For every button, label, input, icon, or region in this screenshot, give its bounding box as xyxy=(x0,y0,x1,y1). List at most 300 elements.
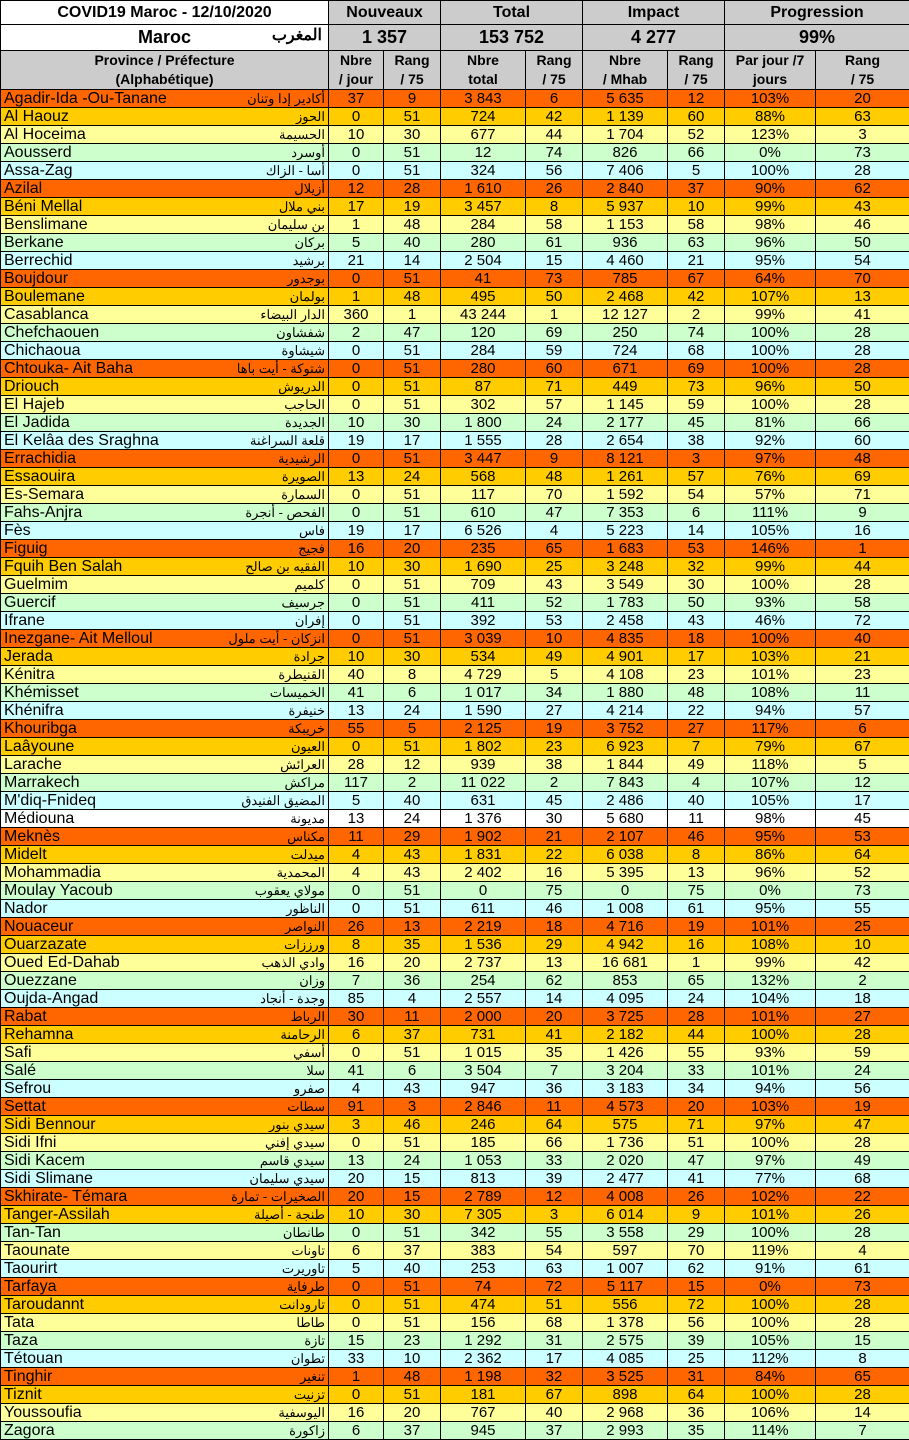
impact-rank-cell: 70 xyxy=(668,1242,725,1260)
progression-cell: 46% xyxy=(725,612,816,630)
new-rank-cell: 5 xyxy=(384,720,441,738)
progression-rank-cell: 25 xyxy=(816,918,909,936)
progression-rank-cell: 46 xyxy=(816,216,909,234)
province-name-ar: بولمان xyxy=(290,288,325,305)
new-rank-cell: 37 xyxy=(384,1026,441,1044)
progression-rank-cell: 59 xyxy=(816,1044,909,1062)
per-million-cell: 3 549 xyxy=(583,576,668,594)
progression-cell: 101% xyxy=(725,666,816,684)
progression-cell: 100% xyxy=(725,630,816,648)
new-rank-cell: 37 xyxy=(384,1242,441,1260)
new-per-day-cell: 8 xyxy=(329,936,384,954)
table-row xyxy=(1,180,909,198)
total-rank-cell: 58 xyxy=(526,216,583,234)
total-cell: 41 xyxy=(441,270,526,288)
per-million-cell: 1 261 xyxy=(583,468,668,486)
progression-cell: 95% xyxy=(725,828,816,846)
per-million-cell: 597 xyxy=(583,1242,668,1260)
impact-rank-cell: 60 xyxy=(668,108,725,126)
per-million-cell: 2 458 xyxy=(583,612,668,630)
progression-cell: 77% xyxy=(725,1170,816,1188)
total-rank-cell: 38 xyxy=(526,756,583,774)
new-per-day-cell: 10 xyxy=(329,1206,384,1224)
new-rank-cell: 17 xyxy=(384,432,441,450)
table-row xyxy=(1,540,909,558)
total-cell: 2 362 xyxy=(441,1350,526,1368)
progression-cell: 98% xyxy=(725,216,816,234)
province-name: Taroudannt xyxy=(4,1296,84,1313)
province-cell xyxy=(1,1044,329,1062)
total-rank-cell: 57 xyxy=(526,396,583,414)
province-name: Salé xyxy=(4,1062,36,1079)
new-per-day-cell: 0 xyxy=(329,342,384,360)
total-cell: 1 053 xyxy=(441,1152,526,1170)
new-rank-cell: 20 xyxy=(384,540,441,558)
table-row xyxy=(1,702,909,720)
country-name-ar: المغرب xyxy=(272,25,322,45)
impact-rank-cell: 74 xyxy=(668,324,725,342)
per-million-cell: 1 783 xyxy=(583,594,668,612)
total-rank-cell: 28 xyxy=(526,432,583,450)
new-per-day-cell: 10 xyxy=(329,126,384,144)
total-rank-cell: 48 xyxy=(526,468,583,486)
province-cell xyxy=(1,414,329,432)
total-rank-cell: 16 xyxy=(526,864,583,882)
per-million-cell: 5 635 xyxy=(583,90,668,108)
impact-rank-cell: 63 xyxy=(668,234,725,252)
total-rank-cell: 72 xyxy=(526,1278,583,1296)
total-cell: 7 305 xyxy=(441,1206,526,1224)
impact-rank-cell: 15 xyxy=(668,1278,725,1296)
new-rank-cell: 51 xyxy=(384,108,441,126)
col-total-rank: Rang / 75 xyxy=(526,51,583,90)
table-row xyxy=(1,1224,909,1242)
province-cell xyxy=(1,162,329,180)
total-rank-cell: 3 xyxy=(526,1206,583,1224)
province-name-ar: المحمدية xyxy=(277,864,325,881)
total-rank-cell: 52 xyxy=(526,594,583,612)
total-rank-cell: 63 xyxy=(526,1260,583,1278)
impact-rank-cell: 73 xyxy=(668,378,725,396)
progression-cell: 100% xyxy=(725,360,816,378)
progression-rank-cell: 1 xyxy=(816,540,909,558)
new-rank-cell: 43 xyxy=(384,864,441,882)
table-row xyxy=(1,1188,909,1206)
total-rank-cell: 15 xyxy=(526,252,583,270)
province-name-ar: تاوريرت xyxy=(282,1260,325,1277)
per-million-cell: 1 844 xyxy=(583,756,668,774)
new-rank-cell: 30 xyxy=(384,126,441,144)
new-per-day-cell: 11 xyxy=(329,828,384,846)
new-per-day-cell: 55 xyxy=(329,720,384,738)
progression-rank-cell: 28 xyxy=(816,1296,909,1314)
progression-cell: 103% xyxy=(725,648,816,666)
progression-rank-cell: 14 xyxy=(816,1404,909,1422)
total-rank-cell: 4 xyxy=(526,522,583,540)
table-row xyxy=(1,972,909,990)
table-row xyxy=(1,414,909,432)
total-rank-cell: 7 xyxy=(526,1062,583,1080)
province-name: Tarfaya xyxy=(4,1278,56,1295)
table-row xyxy=(1,1260,909,1278)
progression-cell: 90% xyxy=(725,180,816,198)
total-cell: 324 xyxy=(441,162,526,180)
total-cell: 474 xyxy=(441,1296,526,1314)
province-cell xyxy=(1,702,329,720)
total-cell: 2 846 xyxy=(441,1098,526,1116)
impact-rank-cell: 26 xyxy=(668,1188,725,1206)
progression-cell: 95% xyxy=(725,900,816,918)
province-name-ar: وادي الذهب xyxy=(262,954,325,971)
province-name-ar: تطوان xyxy=(291,1350,325,1367)
total-cell: 117 xyxy=(441,486,526,504)
table-row xyxy=(1,1008,909,1026)
total-cell: 611 xyxy=(441,900,526,918)
province-cell xyxy=(1,918,329,936)
progression-rank-cell: 66 xyxy=(816,414,909,432)
table-row xyxy=(1,198,909,216)
progression-cell: 94% xyxy=(725,702,816,720)
province-name: Taza xyxy=(4,1332,38,1349)
new-rank-cell: 51 xyxy=(384,882,441,900)
progression-cell: 97% xyxy=(725,450,816,468)
per-million-cell: 4 573 xyxy=(583,1098,668,1116)
new-per-day-cell: 4 xyxy=(329,846,384,864)
new-rank-cell: 40 xyxy=(384,234,441,252)
province-name: Tinghir xyxy=(4,1368,52,1385)
impact-rank-cell: 39 xyxy=(668,1332,725,1350)
province-cell xyxy=(1,648,329,666)
province-cell xyxy=(1,1404,329,1422)
per-million-cell: 3 752 xyxy=(583,720,668,738)
province-name: Béni Mellal xyxy=(4,198,82,215)
impact-rank-cell: 12 xyxy=(668,90,725,108)
progression-rank-cell: 56 xyxy=(816,1080,909,1098)
table-row xyxy=(1,792,909,810)
progression-cell: 93% xyxy=(725,1044,816,1062)
per-million-cell: 2 654 xyxy=(583,432,668,450)
province-cell xyxy=(1,432,329,450)
table-row xyxy=(1,90,909,108)
progression-rank-cell: 52 xyxy=(816,864,909,882)
province-cell xyxy=(1,1224,329,1242)
impact-rank-cell: 34 xyxy=(668,1080,725,1098)
province-name: Errachidia xyxy=(4,450,76,467)
col-impact-rank: Rang / 75 xyxy=(668,51,725,90)
province-cell xyxy=(1,1080,329,1098)
progression-cell: 64% xyxy=(725,270,816,288)
progression-rank-cell: 8 xyxy=(816,1350,909,1368)
table-row xyxy=(1,234,909,252)
progression-cell: 101% xyxy=(725,918,816,936)
col-per-million: Nbre / Mhab xyxy=(583,51,668,90)
progression-cell: 0% xyxy=(725,1278,816,1296)
total-rank-cell: 10 xyxy=(526,630,583,648)
total-rank-cell: 36 xyxy=(526,1080,583,1098)
progression-cell: 100% xyxy=(725,1134,816,1152)
province-name: Laâyoune xyxy=(4,738,74,755)
col-progression: Par jour /7 jours xyxy=(725,51,816,90)
total-cell: 4 729 xyxy=(441,666,526,684)
province-cell xyxy=(1,234,329,252)
progression-rank-cell: 28 xyxy=(816,576,909,594)
new-rank-cell: 48 xyxy=(384,216,441,234)
total-cell: 1 902 xyxy=(441,828,526,846)
total-cell: 568 xyxy=(441,468,526,486)
per-million-cell: 6 014 xyxy=(583,1206,668,1224)
new-per-day-cell: 6 xyxy=(329,1242,384,1260)
total-cell: 2 737 xyxy=(441,954,526,972)
province-name-ar: طانطان xyxy=(283,1224,325,1241)
total-rank-cell: 21 xyxy=(526,828,583,846)
progression-cell: 112% xyxy=(725,1350,816,1368)
table-row xyxy=(1,558,909,576)
table-row xyxy=(1,144,909,162)
progression-cell: 111% xyxy=(725,504,816,522)
country-new-cases: 1 357 xyxy=(329,25,441,51)
progression-cell: 84% xyxy=(725,1368,816,1386)
total-rank-cell: 64 xyxy=(526,1116,583,1134)
progression-rank-cell: 42 xyxy=(816,954,909,972)
total-cell: 3 457 xyxy=(441,198,526,216)
province-cell xyxy=(1,396,329,414)
total-rank-cell: 33 xyxy=(526,1152,583,1170)
total-cell: 2 504 xyxy=(441,252,526,270)
table-row xyxy=(1,630,909,648)
province-cell xyxy=(1,522,329,540)
per-million-cell: 7 843 xyxy=(583,774,668,792)
impact-rank-cell: 72 xyxy=(668,1296,725,1314)
total-rank-cell: 29 xyxy=(526,936,583,954)
progression-cell: 0% xyxy=(725,144,816,162)
province-name: Essaouira xyxy=(4,468,75,485)
total-cell: 120 xyxy=(441,324,526,342)
total-cell: 1 800 xyxy=(441,414,526,432)
total-cell: 342 xyxy=(441,1224,526,1242)
impact-rank-cell: 35 xyxy=(668,1422,725,1440)
province-name-ar: طنجة - أصيلة xyxy=(254,1206,325,1223)
province-name: Sidi Kacem xyxy=(4,1152,85,1169)
new-rank-cell: 23 xyxy=(384,1332,441,1350)
total-rank-cell: 55 xyxy=(526,1224,583,1242)
table-row xyxy=(1,522,909,540)
new-rank-cell: 51 xyxy=(384,504,441,522)
per-million-cell: 2 182 xyxy=(583,1026,668,1044)
impact-rank-cell: 16 xyxy=(668,936,725,954)
province-cell xyxy=(1,1368,329,1386)
new-per-day-cell: 10 xyxy=(329,414,384,432)
province-name-ar: فجيج xyxy=(298,540,325,557)
total-rank-cell: 25 xyxy=(526,558,583,576)
table-row xyxy=(1,684,909,702)
new-per-day-cell: 0 xyxy=(329,1296,384,1314)
progression-cell: 86% xyxy=(725,846,816,864)
total-rank-cell: 42 xyxy=(526,108,583,126)
total-cell: 0 xyxy=(441,882,526,900)
table-row xyxy=(1,1422,909,1440)
total-cell: 6 526 xyxy=(441,522,526,540)
new-rank-cell: 15 xyxy=(384,1188,441,1206)
new-per-day-cell: 26 xyxy=(329,918,384,936)
new-per-day-cell: 0 xyxy=(329,594,384,612)
impact-rank-cell: 30 xyxy=(668,576,725,594)
per-million-cell: 0 xyxy=(583,882,668,900)
progression-rank-cell: 73 xyxy=(816,1278,909,1296)
province-name-ar: النواصر xyxy=(285,918,325,935)
per-million-cell: 2 177 xyxy=(583,414,668,432)
impact-rank-cell: 5 xyxy=(668,162,725,180)
per-million-cell: 4 095 xyxy=(583,990,668,1008)
per-million-cell: 7 353 xyxy=(583,504,668,522)
progression-cell: 92% xyxy=(725,432,816,450)
per-million-cell: 4 716 xyxy=(583,918,668,936)
province-name-ar: ميدلت xyxy=(291,846,325,863)
progression-cell: 100% xyxy=(725,1026,816,1044)
per-million-cell: 1 007 xyxy=(583,1260,668,1278)
province-cell xyxy=(1,1260,329,1278)
province-name: Jerada xyxy=(4,648,53,665)
total-cell: 1 015 xyxy=(441,1044,526,1062)
total-rank-cell: 47 xyxy=(526,504,583,522)
progression-rank-cell: 48 xyxy=(816,450,909,468)
progression-cell: 118% xyxy=(725,756,816,774)
per-million-cell: 556 xyxy=(583,1296,668,1314)
new-per-day-cell: 6 xyxy=(329,1422,384,1440)
province-name: Boulemane xyxy=(4,288,85,305)
province-name: Fès xyxy=(4,522,31,539)
province-cell xyxy=(1,558,329,576)
progression-cell: 107% xyxy=(725,288,816,306)
province-name-ar: تازة xyxy=(304,1332,325,1349)
per-million-cell: 2 486 xyxy=(583,792,668,810)
impact-rank-cell: 8 xyxy=(668,846,725,864)
province-cell xyxy=(1,1386,329,1404)
table-row xyxy=(1,846,909,864)
per-million-cell: 4 108 xyxy=(583,666,668,684)
total-rank-cell: 6 xyxy=(526,90,583,108)
table-row xyxy=(1,756,909,774)
province-name-ar: جرسيف xyxy=(282,594,325,611)
progression-rank-cell: 28 xyxy=(816,324,909,342)
province-name: Chichaoua xyxy=(4,342,81,359)
table-row xyxy=(1,666,909,684)
progression-rank-cell: 69 xyxy=(816,468,909,486)
impact-rank-cell: 3 xyxy=(668,450,725,468)
table-row xyxy=(1,324,909,342)
per-million-cell: 5 223 xyxy=(583,522,668,540)
new-per-day-cell: 4 xyxy=(329,1080,384,1098)
progression-cell: 146% xyxy=(725,540,816,558)
total-rank-cell: 1 xyxy=(526,306,583,324)
progression-rank-cell: 2 xyxy=(816,972,909,990)
new-rank-cell: 48 xyxy=(384,1368,441,1386)
impact-rank-cell: 47 xyxy=(668,1152,725,1170)
total-cell: 185 xyxy=(441,1134,526,1152)
new-rank-cell: 2 xyxy=(384,774,441,792)
table-row xyxy=(1,936,909,954)
province-name-ar: الرحامنة xyxy=(280,1026,325,1043)
table-row xyxy=(1,342,909,360)
new-per-day-cell: 85 xyxy=(329,990,384,1008)
province-name: Guelmim xyxy=(4,576,68,593)
province-name-ar: الحسيمة xyxy=(279,126,325,143)
table-row xyxy=(1,252,909,270)
impact-rank-cell: 1 xyxy=(668,954,725,972)
province-name: Figuig xyxy=(4,540,48,557)
progression-rank-cell: 73 xyxy=(816,882,909,900)
new-per-day-cell: 13 xyxy=(329,810,384,828)
total-rank-cell: 50 xyxy=(526,288,583,306)
impact-rank-cell: 22 xyxy=(668,702,725,720)
new-per-day-cell: 33 xyxy=(329,1350,384,1368)
progression-cell: 104% xyxy=(725,990,816,1008)
progression-cell: 100% xyxy=(725,1296,816,1314)
per-million-cell: 16 681 xyxy=(583,954,668,972)
new-per-day-cell: 20 xyxy=(329,1170,384,1188)
total-rank-cell: 11 xyxy=(526,1098,583,1116)
total-rank-cell: 17 xyxy=(526,1350,583,1368)
per-million-cell: 5 117 xyxy=(583,1278,668,1296)
table-row xyxy=(1,810,909,828)
table-row xyxy=(1,1152,909,1170)
per-million-cell: 936 xyxy=(583,234,668,252)
per-million-cell: 4 901 xyxy=(583,648,668,666)
table-row xyxy=(1,1332,909,1350)
total-rank-cell: 39 xyxy=(526,1170,583,1188)
total-cell: 246 xyxy=(441,1116,526,1134)
province-cell xyxy=(1,1026,329,1044)
province-name: Nouaceur xyxy=(4,918,73,935)
total-cell: 813 xyxy=(441,1170,526,1188)
progression-cell: 96% xyxy=(725,234,816,252)
province-cell xyxy=(1,1242,329,1260)
province-cell xyxy=(1,198,329,216)
country-name: Maroc xyxy=(138,27,191,47)
progression-rank-cell: 70 xyxy=(816,270,909,288)
table-row xyxy=(1,864,909,882)
new-rank-cell: 13 xyxy=(384,918,441,936)
header-row xyxy=(1,1,909,25)
province-name-ar: شفشاون xyxy=(276,324,325,341)
province-name-ar: السمارة xyxy=(281,486,325,503)
total-cell: 1 017 xyxy=(441,684,526,702)
province-name: Sefrou xyxy=(4,1080,51,1097)
per-million-cell: 898 xyxy=(583,1386,668,1404)
total-cell: 631 xyxy=(441,792,526,810)
impact-rank-cell: 66 xyxy=(668,144,725,162)
total-cell: 74 xyxy=(441,1278,526,1296)
new-per-day-cell: 5 xyxy=(329,792,384,810)
province-name-ar: تزنيت xyxy=(294,1386,325,1403)
impact-rank-cell: 11 xyxy=(668,810,725,828)
new-rank-cell: 46 xyxy=(384,1116,441,1134)
progression-cell: 117% xyxy=(725,720,816,738)
province-name-ar: قلعة السراغنة xyxy=(250,432,325,449)
province-cell xyxy=(1,972,329,990)
new-rank-cell: 51 xyxy=(384,450,441,468)
total-cell: 1 690 xyxy=(441,558,526,576)
per-million-cell: 5 680 xyxy=(583,810,668,828)
total-cell: 235 xyxy=(441,540,526,558)
province-name-ar: الحوز xyxy=(296,108,325,125)
impact-rank-cell: 57 xyxy=(668,468,725,486)
table-row xyxy=(1,1386,909,1404)
total-rank-cell: 75 xyxy=(526,882,583,900)
province-name: Moulay Yacoub xyxy=(4,882,113,899)
total-rank-cell: 37 xyxy=(526,1422,583,1440)
per-million-cell: 575 xyxy=(583,1116,668,1134)
table-row xyxy=(1,108,909,126)
